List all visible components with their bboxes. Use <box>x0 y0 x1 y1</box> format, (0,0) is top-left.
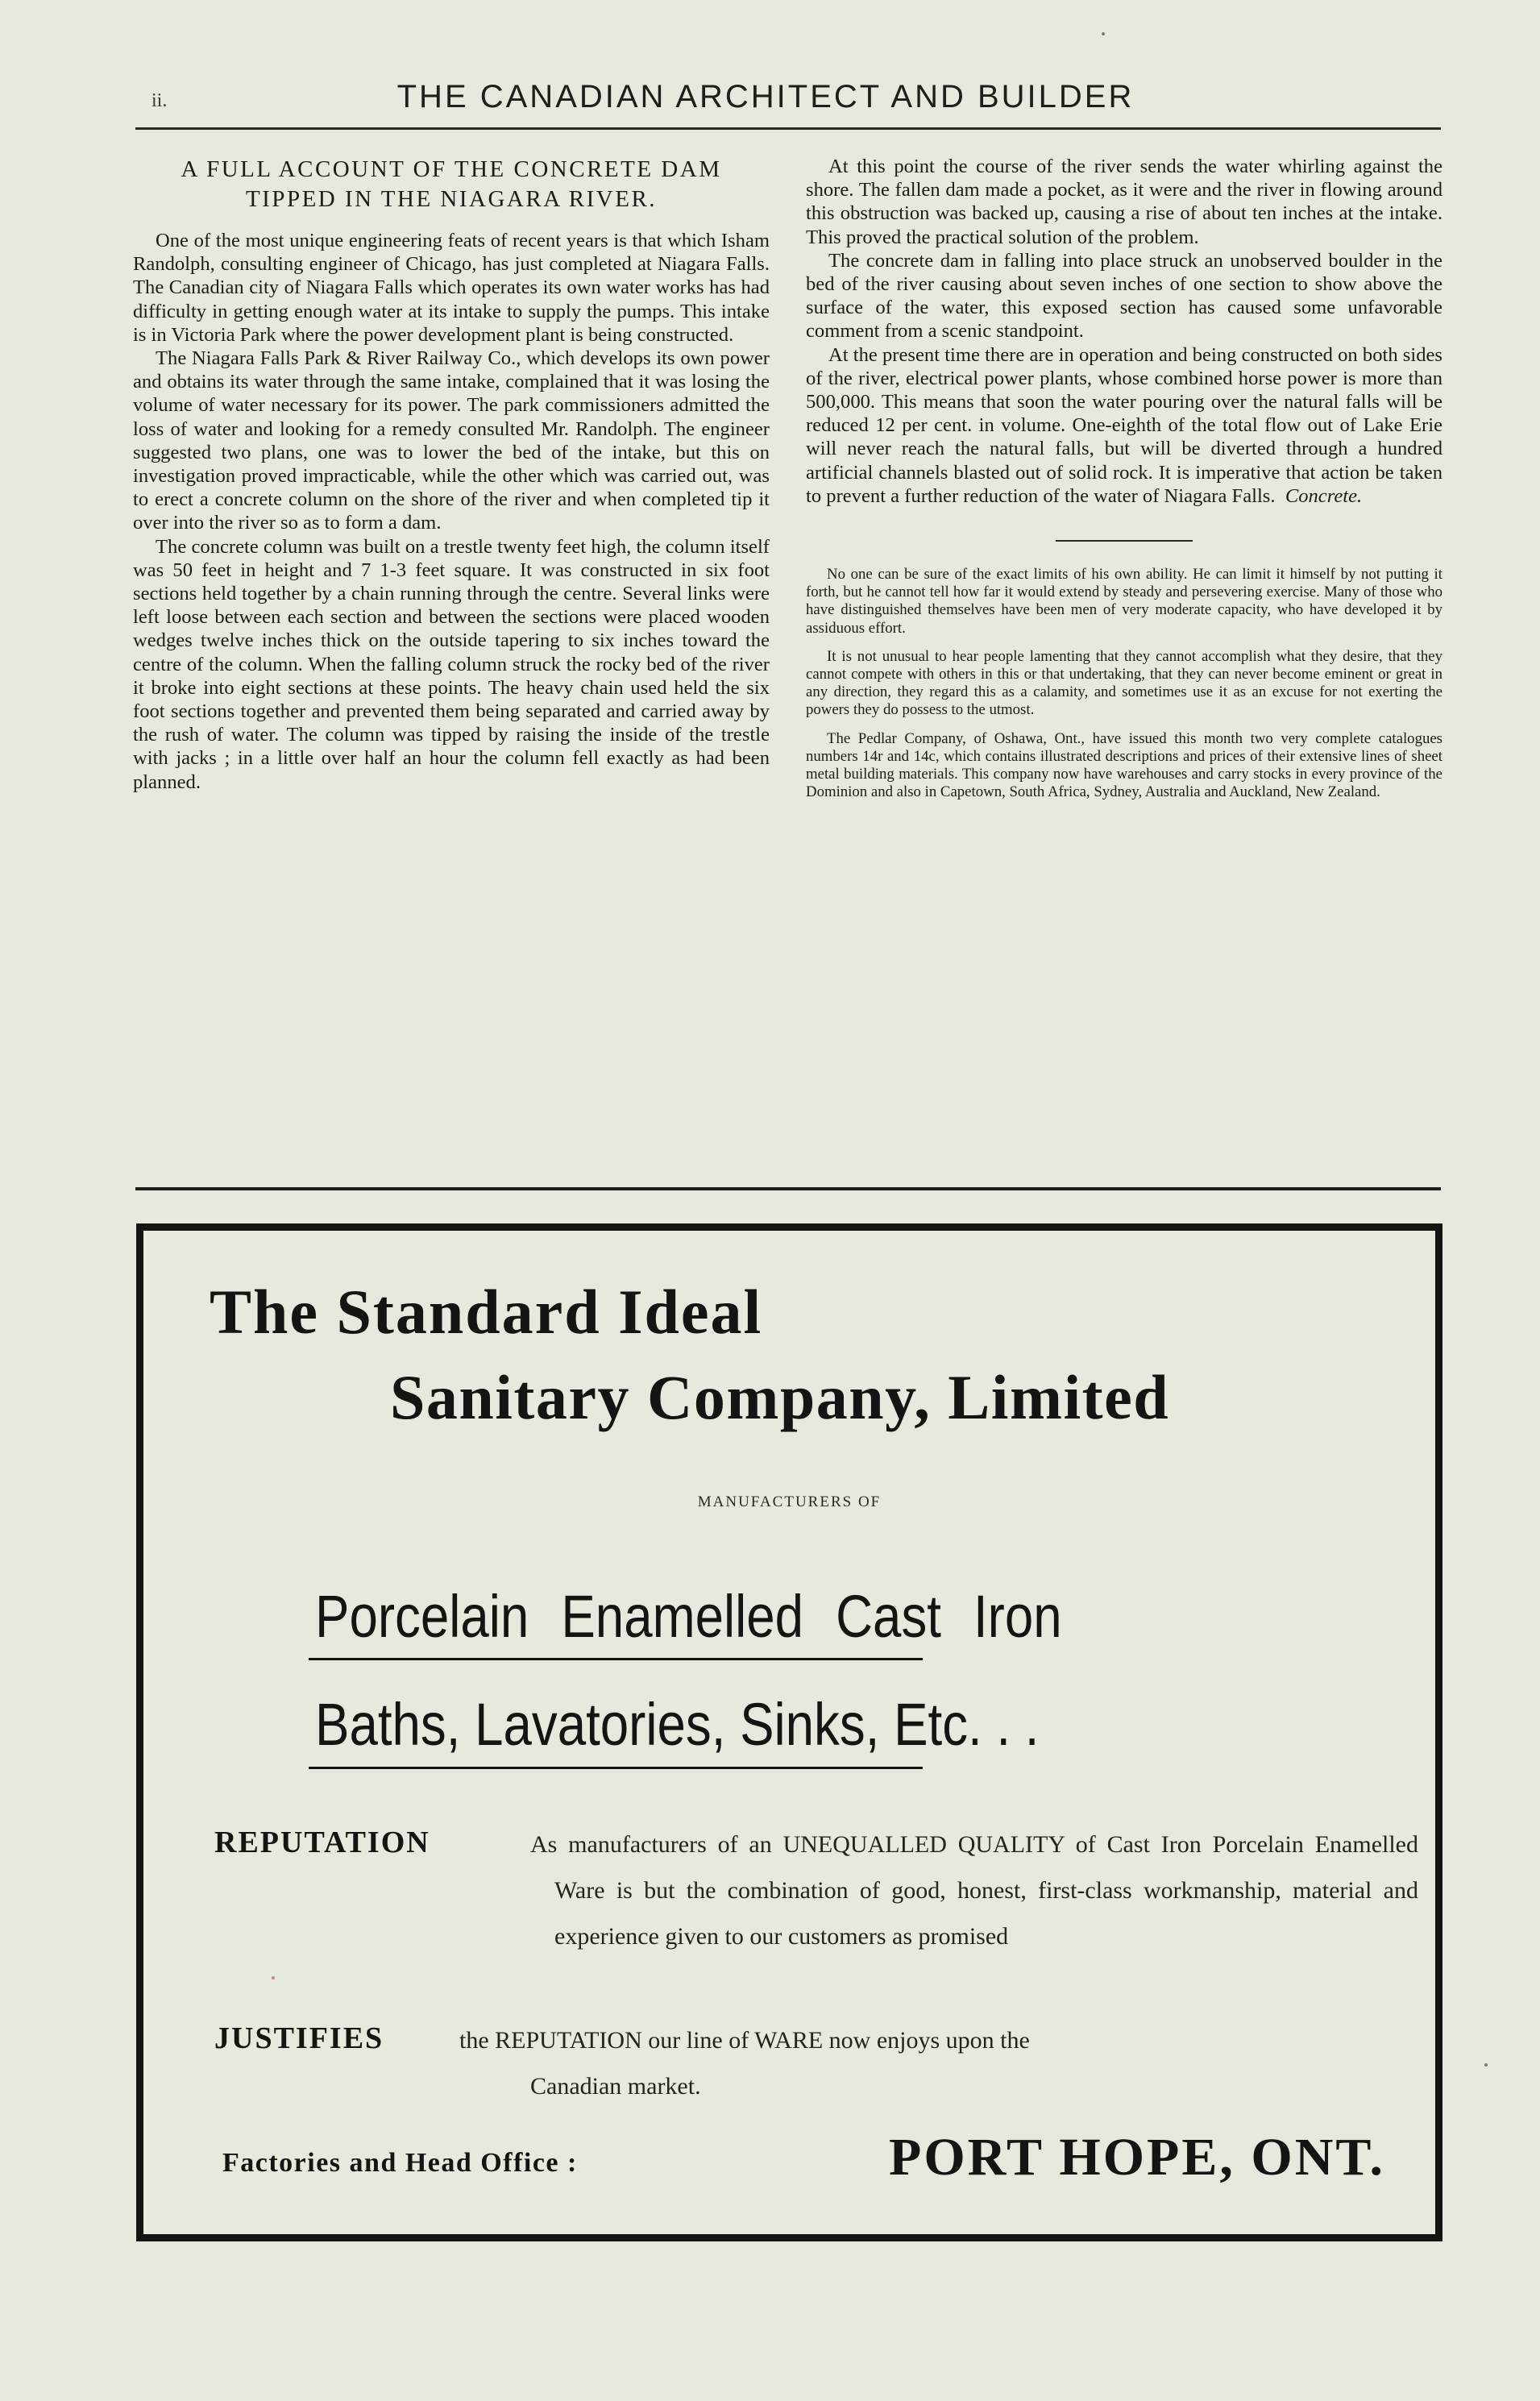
ad-product-underline-1 <box>309 1658 923 1660</box>
ad-reputation-label: REPUTATION <box>214 1826 430 1859</box>
ad-reputation-text: As manufacturers of an UNEQUALLED QUALITY of Cast Iron Porcelain Enamelled Ware is but the combination of good, honest, first-class workmanship, material and experience given to our customers as promised <box>530 1831 1418 1950</box>
ad-justifies-label: JUSTIFIES <box>214 2021 384 2055</box>
header-rule <box>135 127 1441 130</box>
article-paragraph-1: One of the most unique engineering feats of recent years is that which Isham Randolph, consulting engineer of Chicago, has just completed at Niagara Falls. The Canadian city of Niagara Falls which operates its own water works has had difficulty in getting enough water at its intake to supply the pumps. This intake is in Victoria Park where the power development plant is being constructed. <box>133 230 770 346</box>
ad-justifies-text-line-2: Canadian market. <box>530 2073 701 2100</box>
section-divider <box>1056 540 1193 542</box>
ad-company-line-1: The Standard Ideal <box>210 1277 763 1347</box>
ad-product-line-2: Baths, Lavatories, Sinks, Etc. . . <box>315 1691 1040 1758</box>
ad-company-line-2: Sanitary Company, Limited <box>390 1362 1170 1432</box>
article-column-left <box>133 155 770 794</box>
paper-speck <box>1102 32 1105 35</box>
article-paragraph-6 <box>806 343 1442 508</box>
article-paragraph-6-text: At the present time there are in operation and being constructed on both sides of the river, electrical power plants, whose combined horse power is more than 500,000. This means that soon the water pouring over the natural falls will be reduced 12 per cent. in volume. One-eighth of the total flow out of Lake Erie will never reach the natural falls, but will be diverted through a hundred artificial channels blasted out of solid rock. It is imperative that action be taken to prevent a further reduction of the water of Niagara Falls. <box>806 343 1442 507</box>
article-column-right <box>806 155 1442 812</box>
ad-manufacturers-of: MANUFACTURERS OF <box>697 1493 882 1510</box>
running-head: THE CANADIAN ARCHITECT AND BUILDER <box>396 79 1135 114</box>
article-paragraph-3: The concrete column was built on a trestle twenty feet high, the column itself was 50 feet in height and 7 1-3 feet square. It was constructed in six foot sections held together by a chain running through the centre. Several links were left loose between each section and between the sections were placed wooden wedges twelve inches thick on the outside tapering to six inches toward the centre of the column. When the falling column struck the rocky bed of the river it broke into eight sections at these points. The heavy chain used held the six foot sections together and prevented them being separated and carried away by the rush of water. The column was tipped by raising the inside of the trestle with jacks ; in a little over half an hour the column fell exactly as had been planned. <box>133 535 770 793</box>
ad-product-underline-2 <box>309 1767 923 1769</box>
ad-footer-label: Factories and Head Office : <box>222 2148 578 2178</box>
paper-speck <box>272 1976 275 1979</box>
article-paragraph-5: The concrete dam in falling into place struck an unobserved boulder in the bed of the river causing about seven inches of one section to show above the surface of the water, this exposed section has caused some unfavorable comment from a scenic standpoint. <box>806 249 1442 343</box>
article-title <box>133 155 770 214</box>
ad-product-line-1: Porcelain Enamelled Cast Iron <box>315 1583 1062 1650</box>
ad-justifies-text <box>459 2017 1394 2109</box>
ad-justifies-text-line-1: the REPUTATION our line of WARE now enjoys upon the <box>459 2027 1030 2054</box>
note-paragraph-2: It is not unusual to hear people lamenting that they cannot accomplish what they desire, that they cannot compete with others in this or that undertaking, that they can never become eminent or great in any direction, they regard this as a calamity, and sometimes use it as an excuse for not exerting the powers they do possess to the utmost. <box>806 647 1442 719</box>
article-title-line-1: A FULL ACCOUNT OF THE CONCRETE DAM <box>181 156 722 182</box>
body-rule <box>135 1187 1441 1190</box>
article-paragraph-4: At this point the course of the river sends the water whirling against the shore. The fallen dam made a pocket, as it were and the river in flowing around this obstruction was backed up, causing a rise of about ten inches at the intake. This proved the practical solution of the problem. <box>806 156 1442 248</box>
page-number: ii. <box>152 90 168 111</box>
ad-footer-city: PORT HOPE, ONT. <box>889 2128 1385 2187</box>
note-paragraph-3: The Pedlar Company, of Oshawa, Ont., have issued this month two very complete catalogues numbers 14r and 14c, which contains illustrated descriptions and prices of their extensive lines of sheet metal building materials. This company now have warehouses and carry stocks in every province of the Dominion and also in Capetown, South Africa, Sydney, Australia and Auckland, New Zealand. <box>806 729 1442 801</box>
article-signature: Concrete. <box>1285 484 1363 507</box>
article-title-line-2: TIPPED IN THE NIAGARA RIVER. <box>245 186 658 212</box>
note-paragraph-1: No one can be sure of the exact limits of his own ability. He can limit it himself by not putting it forth, but he cannot tell how far it would extend by steady and persevering exercise. Many of those who have distinguished themselves have been men of very moderate capacity, who have developed it by assiduous effort. <box>806 566 1442 637</box>
paper-speck <box>1484 2063 1488 2067</box>
article-paragraph-2: The Niagara Falls Park & River Railway Co., which develops its own power and obtains its water through the same intake, complained that it was losing the volume of water necessary for its power. The park commissioners admitted the loss of water and looking for a remedy consulted Mr. Randolph. The engineer suggested two plans, one was to lower the bed of the intake, but this on investigation proved impracticable, while the other which was carried out, was to erect a concrete column on the shore of the river and when completed tip it over into the river so as to form a dam. <box>133 347 770 534</box>
advertisement <box>136 1223 1442 2241</box>
